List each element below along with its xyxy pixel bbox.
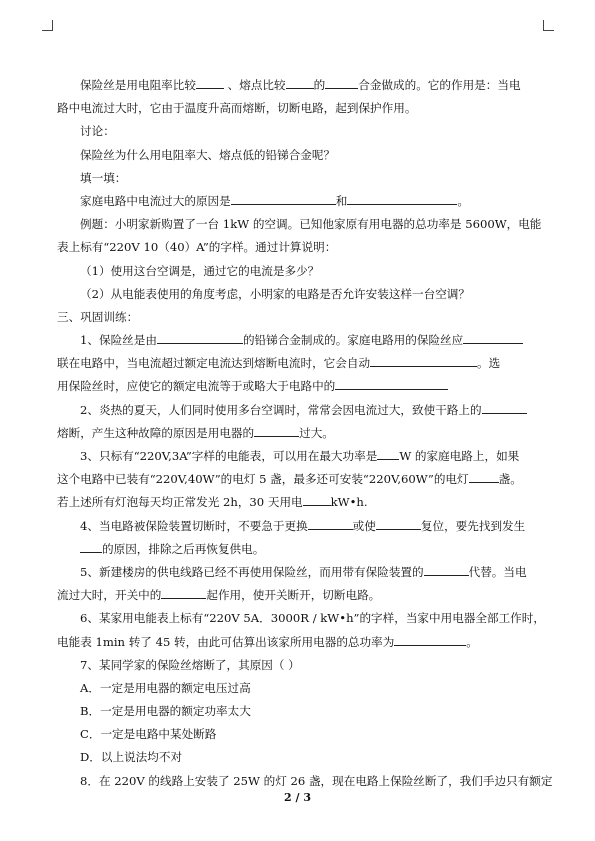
fill-in-blank[interactable] [157,330,243,344]
text-segment: 联在电路中，当电流超过额定电流达到熔断电流时，它会自动 [57,356,371,371]
fill-in-blank[interactable] [376,516,421,530]
text-segment: 熔断，产生这种故障的原因是用电器的 [57,425,255,440]
text-segment: 讨论： [80,124,115,139]
text-segment: 盏。 [498,472,522,487]
text-line [57,445,541,468]
text-segment: 的原因，排除之后再恢复供电。 [102,541,265,556]
text-line [57,468,541,491]
text-segment: 例题：小明家新购置了一台 1kW 的空调。已知他家原有用电器的总功率是 5600W，电能 [80,217,542,232]
text-segment: 保险丝为什么用电阻率大、熔点低的铅锑合金呢？ [80,147,336,162]
text-line [57,399,541,422]
text-line [57,97,541,120]
fill-in-blank[interactable] [424,562,469,576]
fill-in-blank[interactable] [231,191,336,205]
text-line [57,584,541,607]
crop-mark-top-left [42,20,53,31]
text-segment: 的 [313,78,326,92]
text-segment: 起作用，使开关断开，切断电路。 [206,588,381,603]
text-line [57,144,541,167]
text-line [57,236,541,259]
text-segment: 3、只标有“220V,3A”字样的电能表，可以用在最大功率是 [80,449,378,463]
text-segment: 用保险丝时，应使它的额定电流等于或略大于电路中的 [57,379,336,394]
text-segment: 5、新建楼房的供电线路已经不再使用保险丝，而用带有保险装置的 [80,564,424,579]
text-line [57,607,545,630]
text-line [57,190,541,213]
text-line [57,538,541,561]
text-segment: 这个电路中已装有“220V,40W”的电灯 5 盏，最多还可安装“220V,60W”的电灯 [57,472,469,487]
text-segment: 和 [335,193,348,208]
text-line [57,213,541,236]
text-segment: 8．在 220V 的线路上安装了 25W 的灯 26 盏，现在电路上保险丝断了，我们手边只有额定 [80,773,553,788]
text-line [57,375,541,398]
text-segment: 或使 [352,518,376,533]
text-segment: 流过大时，开关中的 [57,588,162,603]
fill-in-blank[interactable] [308,516,353,530]
text-segment: 若上述所有灯泡每天均正常发光 2h，30 天用电 [57,495,303,510]
text-line [57,770,553,793]
text-segment: 家庭电路中电流过大的原因是 [80,193,231,208]
text-segment: 2、炎热的夏天，人们同时使用多台空调时，常常会因电流过大，致使干路上的 [80,402,482,417]
text-segment: 代替。当电 [468,564,527,579]
text-line [57,260,541,283]
text-line [57,631,541,654]
fill-in-blank[interactable] [347,191,457,205]
text-segment: 路中电流过大时，它由于温度升高而熔断，切断电路，起到保护作用。 [57,101,417,116]
text-line [57,306,541,329]
text-segment: 的铅锑合金制成的。家庭电路用的保险丝应 [242,333,464,348]
page-number: 2 / 3 [284,791,311,804]
text-line [57,677,541,700]
text-line [57,515,541,538]
text-segment: C．一定是电路中某处断路 [80,727,217,742]
text-segment: 、熔点比较 [223,78,286,92]
text-line [57,700,541,723]
text-line [57,491,541,514]
text-segment: 三、巩固训练： [57,309,139,324]
text-segment: 过大。 [299,425,334,440]
fill-in-blank[interactable] [335,376,448,390]
text-segment: 合金做成的。它的作用是：当电 [358,78,521,92]
fill-in-blank[interactable] [469,469,499,483]
text-segment: B．一定是用电器的额定功率太大 [80,704,251,719]
text-line [57,561,541,584]
text-line [57,746,541,769]
text-line [57,120,541,143]
text-segment: （2）从电能表使用的角度考虑，小明家的电路是否允许安装这样一台空调？ [80,286,470,301]
fill-in-blank[interactable] [286,75,314,89]
text-segment: 。选 [477,356,501,371]
fill-in-blank[interactable] [196,75,224,89]
fill-in-blank[interactable] [303,492,331,506]
text-line [57,74,541,97]
text-segment: 复位，要先找到发生 [420,518,526,533]
text-line [57,422,541,445]
text-line [57,723,541,746]
text-segment: D．以上说法均不对 [80,750,183,765]
text-segment: 。 [466,634,478,649]
text-line [57,654,541,677]
fill-in-blank[interactable] [254,423,299,437]
text-segment: 1、保险丝是由 [80,333,157,348]
text-segment: W 的家庭电路上，如果 [399,449,520,463]
fill-in-blank[interactable] [463,330,523,344]
text-segment: 6、某家用电能表上标有“220V 5A．3000R / kW•h”的字样，当家中用电器全部工作时， [80,611,545,626]
text-segment: （1）使用这台空调是，通过它的电流是多少？ [80,263,320,278]
text-segment: 表上标有“220V 10（40）A”的字样。通过计算说明： [57,240,337,255]
fill-in-blank[interactable] [482,400,527,414]
text-segment: A．一定是用电器的额定电压过高 [80,680,251,695]
fill-in-blank[interactable] [377,446,399,460]
text-line [57,352,541,375]
text-segment: 。 [457,193,469,208]
document-body [57,74,553,793]
text-line [57,167,541,190]
text-segment: 电能表 1min 转了 45 转，由此可估算出该家所用电器的总功率为 [57,634,395,649]
text-segment: 保险丝是用电阻率比较 [80,78,196,92]
text-segment: 4、当电路被保险装置切断时，不要急于更换 [80,518,308,533]
fill-in-blank[interactable] [370,353,477,367]
fill-in-blank[interactable] [325,75,358,89]
crop-mark-top-right [543,20,554,31]
fill-in-blank[interactable] [80,539,102,553]
fill-in-blank[interactable] [394,632,466,646]
text-segment: 填一填： [80,170,127,185]
fill-in-blank[interactable] [161,585,206,599]
text-segment: 7、某同学家的保险丝熔断了，其原因（ ） [80,657,300,672]
text-segment: kW•h. [330,495,368,510]
text-line [57,283,541,306]
text-line [57,329,541,352]
